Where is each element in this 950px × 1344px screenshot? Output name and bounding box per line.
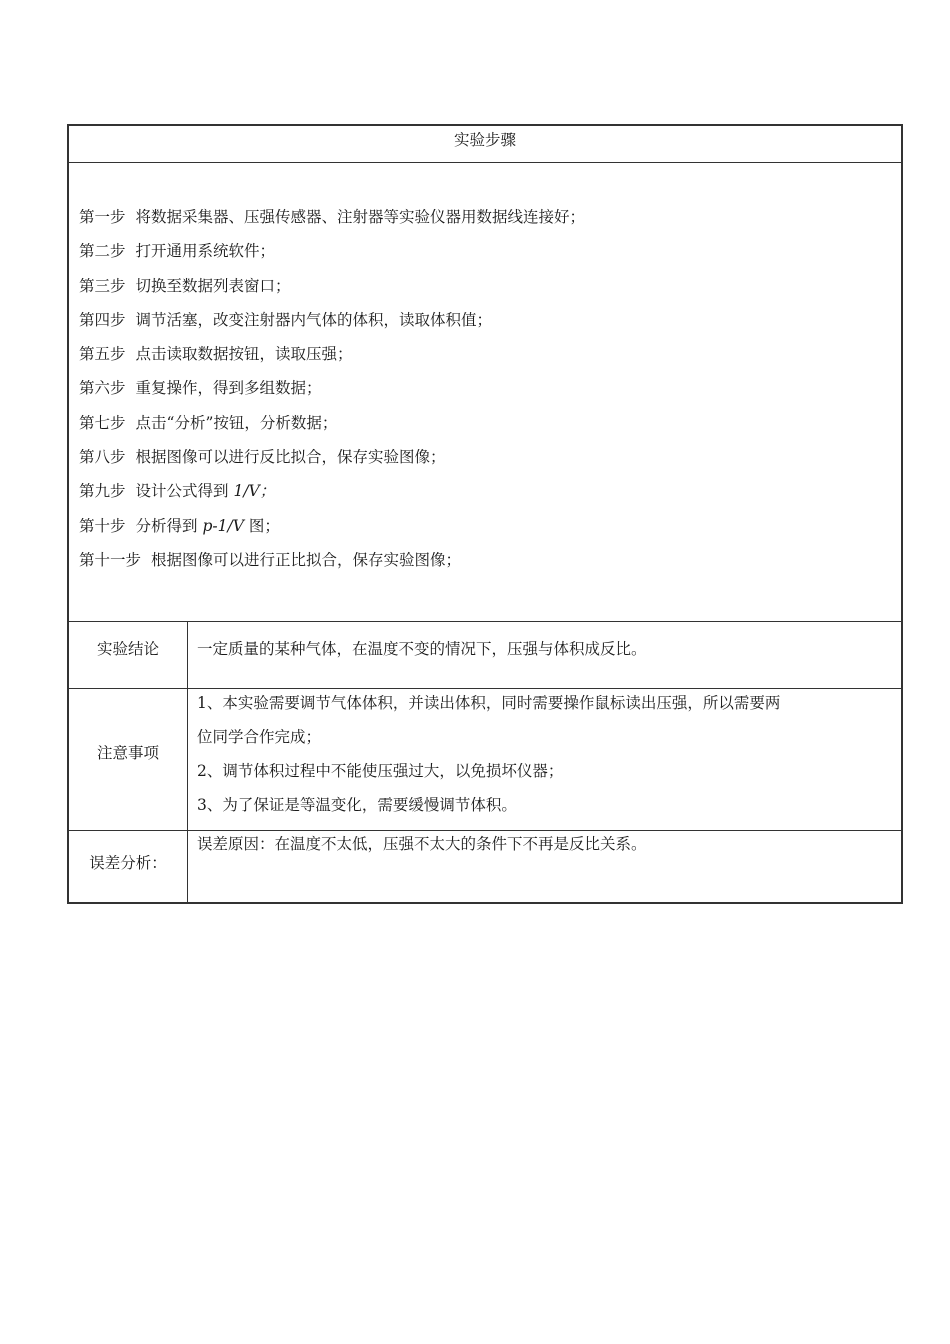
steps-list [79,200,891,577]
formula-text: 1/V [233,482,260,501]
step-label: 第五步 [79,345,126,364]
step-item [79,474,891,508]
notes-label: 注意事项 [96,744,159,762]
divider [69,162,901,163]
step-text: 调节活塞，改变注射器内气体的体积，读取体积值； [135,310,493,329]
step-label: 第一步 [79,208,126,226]
step-item [79,269,891,303]
step-item [79,543,891,577]
step-label: 第十一步 [79,550,142,569]
column-divider [187,621,188,904]
step-text: 将数据采集器、压强传感器、注射器等实验仪器用数据线连接好； [135,208,586,226]
note-line: 1、本实验需要调节气体体积，并读出体积，同时需要操作鼠标读出压强，所以需要两 [197,694,781,712]
step-label: 第九步 [79,482,126,501]
step-label: 第二步 [79,242,126,261]
note-line: 3、为了保证是等温变化，需要缓慢调节体积。 [197,796,517,814]
step-text-suffix: 图； [243,516,280,535]
step-text: 分析得到 [135,516,203,535]
step-item [79,303,891,337]
formula-text: p-1/V [202,516,244,535]
step-item [79,337,891,371]
step-text: 重复操作，得到多组数据； [135,379,322,398]
error-analysis-label: 误差分析： [89,854,167,872]
step-item [79,200,891,234]
step-label: 第三步 [79,276,126,295]
step-text: 根据图像可以进行正比拟合，保存实验图像； [151,550,462,569]
conclusion-label: 实验结论 [96,640,159,658]
notes-content [187,686,901,822]
step-text: 根据图像可以进行反比拟合，保存实验图像； [135,448,446,467]
conclusion-text: 一定质量的某种气体，在温度不变的情况下，压强与体积成反比。 [197,640,647,658]
step-text-suffix: ； [259,482,276,501]
note-line: 2、调节体积过程中不能使压强过大，以免损坏仪器； [197,762,564,780]
step-item [79,440,891,474]
step-text: 点击读取数据按钮，读取压强； [135,345,353,364]
step-item [79,234,891,268]
step-label: 第六步 [79,379,126,398]
step-text: 打开通用系统软件； [135,242,276,261]
step-label: 第八步 [79,448,126,467]
section-title: 实验步骤 [453,131,516,149]
step-item [79,371,891,405]
step-text: 设计公式得到 [135,482,234,501]
experiment-table [67,124,903,904]
step-label: 第七步 [79,413,126,432]
step-text: 切换至数据列表窗口； [135,276,291,295]
step-item [79,509,891,543]
step-text: 点击“分析”按钮，分析数据； [135,413,338,432]
step-label: 第四步 [79,310,126,329]
step-item [79,406,891,440]
step-label: 第十步 [79,516,126,535]
note-line: 位同学合作完成； [197,728,322,746]
error-analysis-text: 误差原因：在温度不太低，压强不太大的条件下不再是反比关系。 [197,835,647,853]
